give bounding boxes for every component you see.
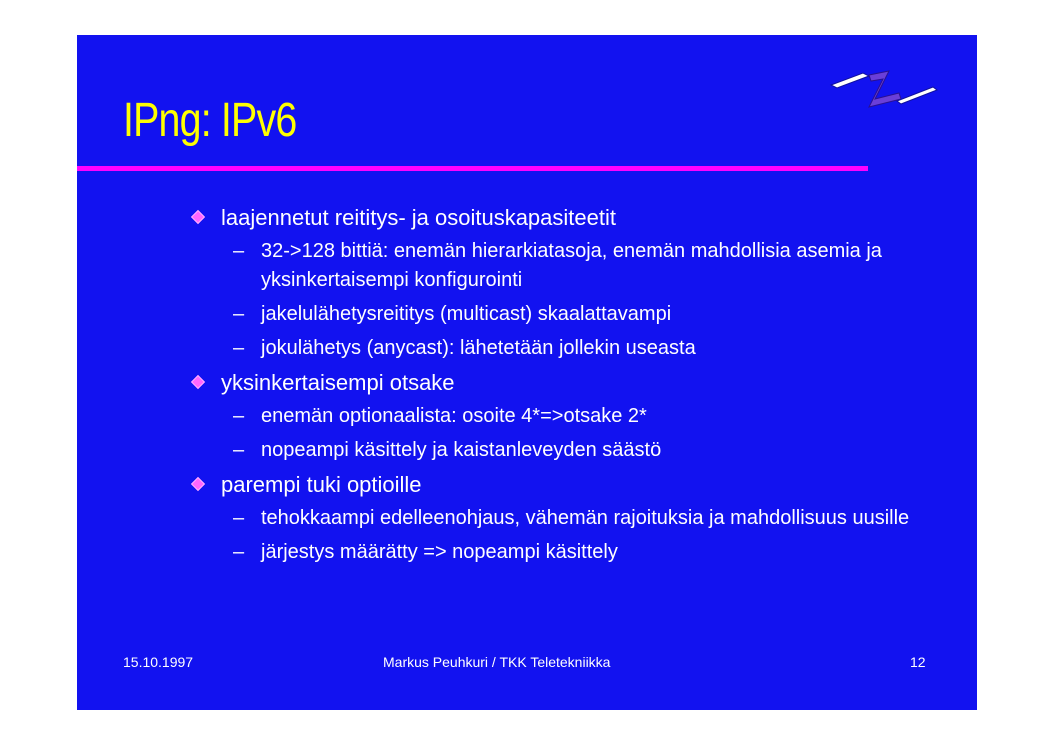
- bullet-item: [189, 470, 949, 500]
- dash-bullet-icon: –: [233, 337, 245, 359]
- sub-bullet-text: järjestys määrätty => nopeampi käsittely: [261, 541, 618, 563]
- sub-bullet-text: jokulähetys (anycast): lähetetään jollekin useasta: [261, 337, 696, 359]
- page-number: 12: [910, 654, 926, 670]
- dash-bullet-icon: –: [233, 439, 245, 461]
- diamond-bullet-icon: [191, 477, 205, 491]
- sub-bullet-text: 32->128 bittiä: enemän hierarkiatasoja, enemän mahdollisia asemia ja yksinkertaisempi konfigurointi: [261, 240, 882, 291]
- sub-bullet-item: [189, 237, 949, 295]
- dash-bullet-icon: –: [233, 507, 245, 529]
- sub-bullet-item: [189, 436, 949, 465]
- bullet-item: [189, 203, 949, 233]
- sub-bullet-item: [189, 402, 949, 431]
- title-rule: [77, 166, 868, 171]
- dash-bullet-icon: –: [233, 303, 245, 325]
- bullet-text: yksinkertaisempi otsake: [221, 370, 455, 395]
- slide: [77, 35, 977, 710]
- dash-bullet-icon: –: [233, 405, 245, 427]
- dash-bullet-icon: –: [233, 240, 245, 262]
- sub-bullet-text: nopeampi käsittely ja kaistanleveyden säästö: [261, 439, 662, 461]
- bullet-text: laajennetut reititys- ja osoituskapasiteetit: [221, 205, 616, 230]
- sub-bullet-text: enemän optionaalista: osoite 4*=>otsake 2*: [261, 405, 647, 427]
- sub-bullet-text: tehokkaampi edelleenohjaus, vähemän rajoituksia ja mahdollisuus uusille: [261, 507, 910, 529]
- diamond-bullet-icon: [191, 210, 205, 224]
- slide-title: IPng: IPv6: [123, 94, 297, 147]
- footer-author: Markus Peuhkuri / TKK Teletekniikka: [383, 654, 611, 670]
- tkk-zigzag-logo-icon: [829, 63, 941, 111]
- bullet-item: [189, 368, 949, 398]
- sub-bullet-item: [189, 504, 949, 533]
- sub-bullet-item: [189, 300, 949, 329]
- sub-bullet-item: [189, 538, 949, 567]
- sub-bullet-text: jakelulähetysreititys (multicast) skaalattavampi: [261, 303, 672, 325]
- dash-bullet-icon: –: [233, 541, 245, 563]
- diamond-bullet-icon: [191, 375, 205, 389]
- footer-date: 15.10.1997: [123, 654, 194, 670]
- bullet-text: parempi tuki optioille: [221, 472, 422, 497]
- bullet-list: [189, 203, 949, 572]
- sub-bullet-item: [189, 334, 949, 363]
